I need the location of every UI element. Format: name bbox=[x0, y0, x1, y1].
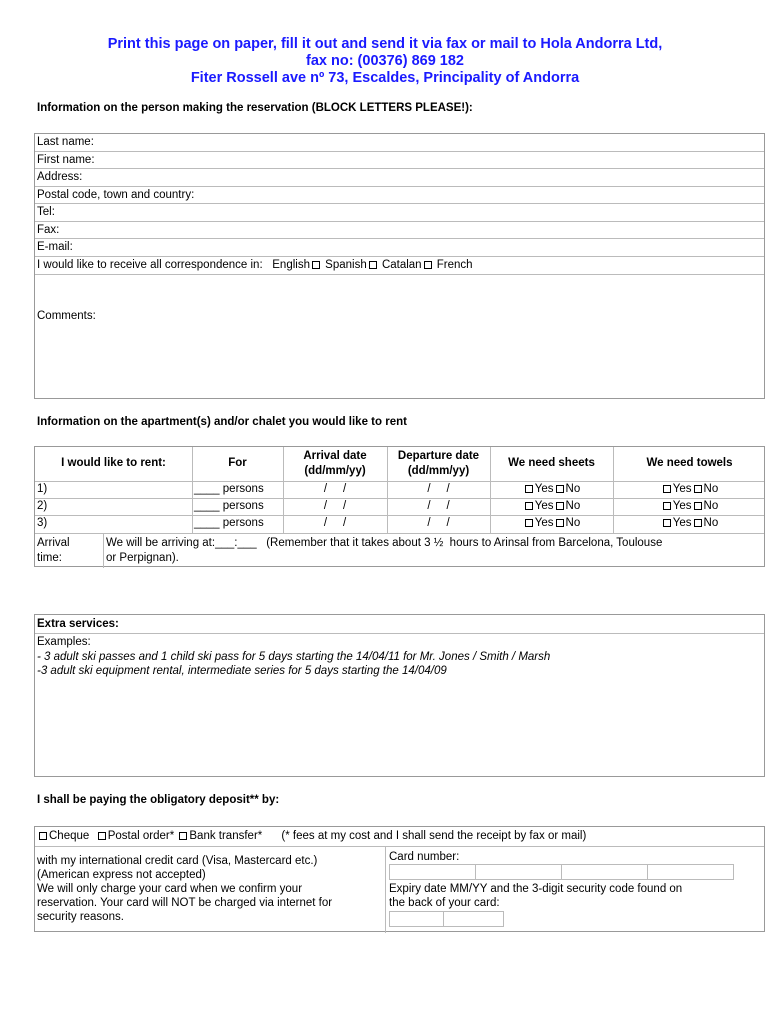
apartment-table bbox=[34, 446, 765, 567]
tel-field[interactable]: Tel: bbox=[35, 204, 764, 222]
row-2-towels-no-checkbox[interactable] bbox=[694, 502, 702, 510]
card-text-3: We will only charge your card when we confirm your bbox=[37, 883, 303, 895]
header-line-1: Print this page on paper, fill it out and send it via fax or mail to Hola Andorra Ltd, bbox=[107, 36, 663, 52]
arrival-time-text-1[interactable]: We will be arriving at:___:___ (Remember that it takes about 3 ½ hours to Arinsal from Barcelona, Toulouse bbox=[106, 537, 663, 549]
bank-transfer-checkbox[interactable] bbox=[179, 832, 187, 840]
address-field[interactable]: Address: bbox=[35, 169, 764, 187]
row-1-towels-no-checkbox[interactable] bbox=[694, 485, 702, 493]
lang-catalan: Catalan bbox=[381, 259, 422, 271]
row-2-towels bbox=[613, 498, 766, 515]
card-number-box-4[interactable] bbox=[647, 864, 734, 880]
expiry-date-box[interactable] bbox=[389, 911, 444, 927]
apartment-heading: Information on the apartment(s) and/or chalet you would like to rent bbox=[37, 416, 407, 428]
expiry-text-1: Expiry date MM/YY and the 3-digit security code found on bbox=[389, 883, 683, 895]
arrival-time-text-2: or Perpignan). bbox=[106, 552, 179, 564]
card-text-1: with my international credit card (Visa, Mastercard etc.) bbox=[37, 855, 318, 867]
row-2-departure[interactable]: / / bbox=[427, 500, 450, 512]
extra-example-1: - 3 adult ski passes and 1 child ski pass for 5 days starting the 14/04/11 for Mr. Jones / Smith / Marsh bbox=[37, 651, 551, 663]
row-2-sheets-no-checkbox[interactable] bbox=[556, 502, 564, 510]
english-checkbox[interactable] bbox=[312, 261, 320, 269]
payment-heading: I shall be paying the obligatory deposit** by: bbox=[37, 794, 280, 806]
row-1-sheets bbox=[490, 481, 613, 498]
row-2-arrival[interactable]: / / bbox=[323, 500, 347, 512]
row-1-sheets-yes-checkbox[interactable] bbox=[525, 485, 533, 493]
row-3-towels-yes-checkbox[interactable] bbox=[663, 519, 671, 527]
payment-box bbox=[34, 826, 765, 932]
col-rent: I would like to rent: bbox=[61, 457, 166, 469]
row-3-persons[interactable]: ____ persons bbox=[194, 517, 264, 529]
card-text-4: reservation. Your card will NOT be charged via internet for bbox=[37, 897, 333, 909]
lang-english: English bbox=[272, 259, 310, 271]
postal-order-checkbox[interactable] bbox=[98, 832, 106, 840]
fax-field[interactable]: Fax: bbox=[35, 222, 764, 239]
col-for: For bbox=[228, 457, 247, 469]
extra-services-box bbox=[34, 614, 765, 777]
cheque-label: Cheque bbox=[49, 830, 90, 842]
row-1-towels-yes-checkbox[interactable] bbox=[663, 485, 671, 493]
row-2-persons[interactable]: ____ persons bbox=[194, 500, 264, 512]
row-2-sheets-no-label: No bbox=[565, 500, 581, 512]
row-2-towels-yes-label: Yes bbox=[672, 500, 692, 512]
row-3-sheets bbox=[490, 515, 613, 532]
row-2-number: 2) bbox=[37, 500, 48, 512]
col-arrival-format: (dd/mm/yy) bbox=[304, 465, 366, 477]
row-3-sheets-yes-checkbox[interactable] bbox=[525, 519, 533, 527]
card-text-5: security reasons. bbox=[37, 911, 124, 923]
card-number-label: Card number: bbox=[389, 851, 460, 863]
row-3-sheets-no-checkbox[interactable] bbox=[556, 519, 564, 527]
last-name-field[interactable]: Last name: bbox=[35, 134, 764, 152]
row-3-towels-yes-label: Yes bbox=[672, 517, 692, 529]
row-1-towels-no-label: No bbox=[703, 483, 719, 495]
email-field[interactable]: E-mail: bbox=[35, 239, 764, 257]
extra-example-2: -3 adult ski equipment rental, intermediate series for 5 days starting the 14/04/09 bbox=[37, 665, 447, 677]
row-2-towels-yes-checkbox[interactable] bbox=[663, 502, 671, 510]
col-departure-format: (dd/mm/yy) bbox=[407, 465, 470, 477]
row-1-arrival[interactable]: / / bbox=[323, 483, 347, 495]
postal-order-label: Postal order* bbox=[107, 830, 175, 842]
card-number-box-2[interactable] bbox=[475, 864, 562, 880]
payment-methods-row bbox=[37, 828, 586, 845]
card-number-box-3[interactable] bbox=[561, 864, 648, 880]
cheque-checkbox[interactable] bbox=[39, 832, 47, 840]
row-2-sheets bbox=[490, 498, 613, 515]
row-1-sheets-no-label: No bbox=[565, 483, 581, 495]
postal-code-field[interactable]: Postal code, town and country: bbox=[35, 187, 764, 204]
row-1-departure[interactable]: / / bbox=[427, 483, 450, 495]
row-1-towels bbox=[613, 481, 766, 498]
correspondence-row bbox=[35, 257, 764, 275]
catalan-checkbox[interactable] bbox=[424, 261, 432, 269]
expiry-text-2: the back of your card: bbox=[389, 897, 500, 909]
card-number-box-1[interactable] bbox=[389, 864, 476, 880]
person-heading: Information on the person making the reservation (BLOCK LETTERS PLEASE!): bbox=[37, 102, 473, 114]
row-3-sheets-no-label: No bbox=[565, 517, 581, 529]
extra-services-input[interactable] bbox=[35, 677, 764, 776]
row-3-towels-no-label: No bbox=[703, 517, 719, 529]
row-3-departure[interactable]: / / bbox=[427, 517, 450, 529]
lang-french: French bbox=[436, 259, 473, 271]
bank-transfer-label: Bank transfer* bbox=[189, 830, 263, 842]
row-3-sheets-yes-label: Yes bbox=[534, 517, 554, 529]
row-3-arrival[interactable]: / / bbox=[323, 517, 347, 529]
row-1-persons[interactable]: ____ persons bbox=[194, 483, 264, 495]
spanish-checkbox[interactable] bbox=[369, 261, 377, 269]
row-3-towels bbox=[613, 515, 766, 532]
col-sheets: We need sheets bbox=[508, 457, 595, 469]
comments-label[interactable]: Comments: bbox=[37, 310, 96, 322]
person-form bbox=[34, 133, 765, 399]
first-name-field[interactable]: First name: bbox=[35, 152, 764, 169]
row-2-sheets-yes-checkbox[interactable] bbox=[525, 502, 533, 510]
lang-spanish: Spanish bbox=[325, 259, 367, 271]
card-text-2: (American express not accepted) bbox=[37, 869, 206, 881]
header-line-2: fax no: (00376) 869 182 bbox=[306, 53, 464, 69]
row-1-towels-yes-label: Yes bbox=[672, 483, 692, 495]
row-2-sheets-yes-label: Yes bbox=[534, 500, 554, 512]
row-1-sheets-no-checkbox[interactable] bbox=[556, 485, 564, 493]
arrival-time-label-1: Arrival bbox=[37, 537, 70, 549]
extra-services-heading: Extra services: bbox=[37, 618, 119, 630]
col-arrival: Arrival date bbox=[303, 450, 367, 462]
row-3-towels-no-checkbox[interactable] bbox=[694, 519, 702, 527]
arrival-time-label-2: time: bbox=[37, 552, 62, 564]
row-3-number: 3) bbox=[37, 517, 48, 529]
row-2-towels-no-label: No bbox=[703, 500, 719, 512]
header-line-3: Fiter Rossell ave nº 73, Escaldes, Principality of Andorra bbox=[190, 70, 580, 86]
col-departure: Departure date bbox=[397, 450, 480, 462]
col-towels: We need towels bbox=[646, 457, 733, 469]
extra-examples-label: Examples: bbox=[37, 636, 91, 648]
row-1-sheets-yes-label: Yes bbox=[534, 483, 554, 495]
row-1-number: 1) bbox=[37, 483, 48, 495]
security-code-box[interactable] bbox=[443, 911, 504, 927]
fees-note: (* fees at my cost and I shall send the receipt by fax or mail) bbox=[281, 830, 587, 842]
correspondence-label: I would like to receive all correspondence in: bbox=[37, 259, 263, 271]
